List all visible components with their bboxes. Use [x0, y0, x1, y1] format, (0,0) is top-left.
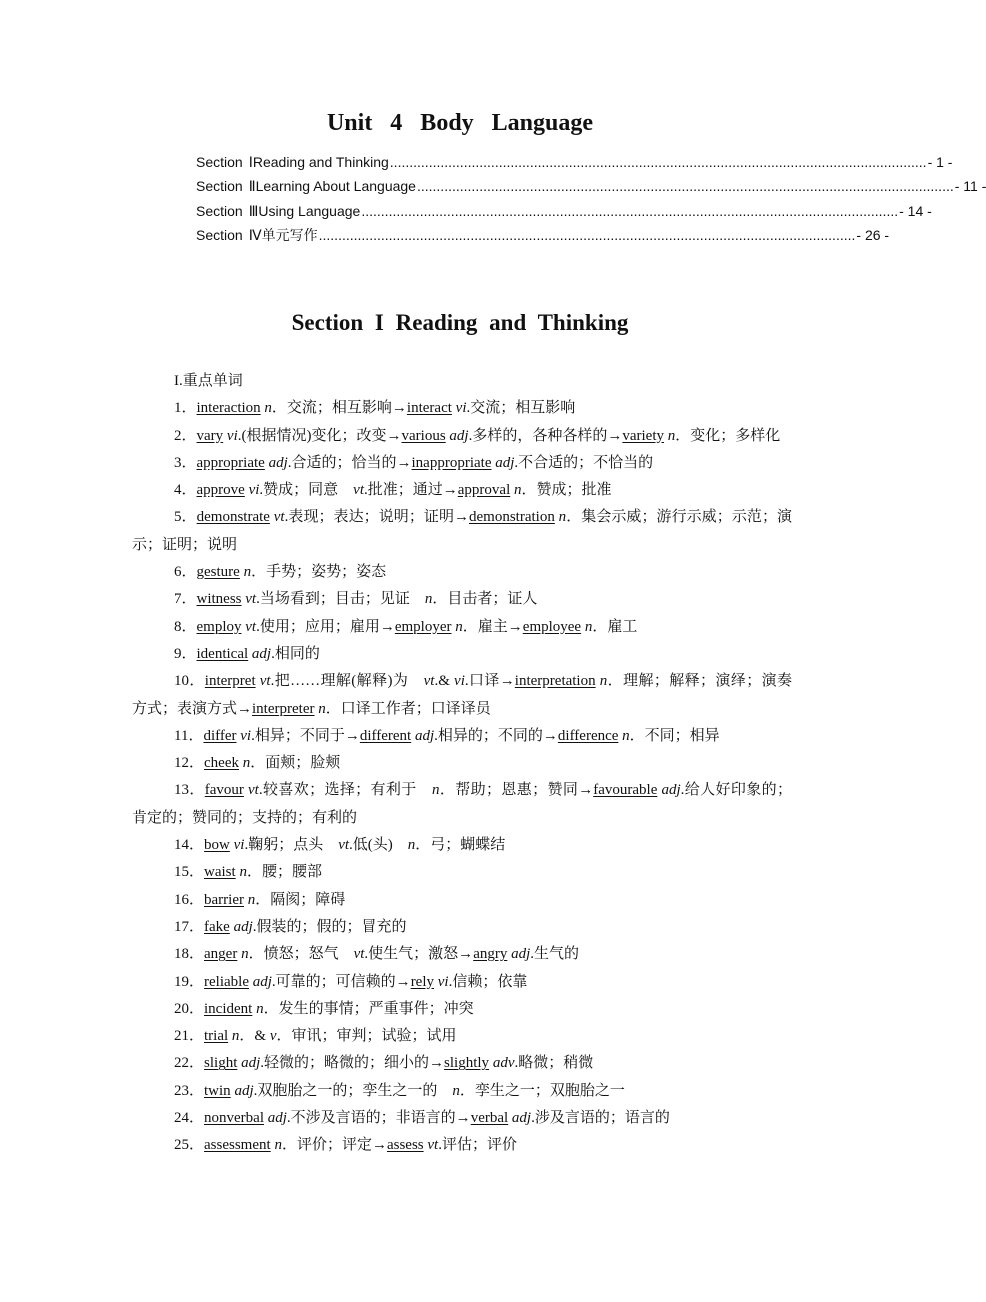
toc-section-number: Ⅰ [248, 154, 253, 170]
vocab-text: .不涉及言语的；非语言的→ [286, 1110, 471, 1127]
vocab-word: various [401, 427, 446, 444]
toc-leader-dots: .......................................................................................................................................... [318, 226, 856, 243]
toc-section-number: Ⅳ [248, 226, 262, 243]
vocab-entry [132, 641, 792, 668]
vocab-text: .表现；表达；说明；证明→ [284, 509, 470, 526]
vocab-text: .使生气；激怒→ [364, 946, 474, 963]
vocab-entry [132, 996, 792, 1023]
vocab-word: favourable [593, 782, 658, 799]
vocab-word: interact [406, 400, 452, 417]
vocab-word: difference [557, 727, 619, 744]
part-of-speech: adj [657, 782, 681, 799]
vocab-text: 20． [174, 1000, 205, 1017]
vocab-text: 22． [174, 1055, 205, 1072]
vocab-text: ．集会示威；游行示威；示范；演示；证明；说明 [132, 509, 792, 553]
vocab-text: 12． [174, 755, 205, 772]
vocab-text: ．交流；相互影响→ [271, 400, 407, 417]
toc-title: Reading and Thinking [252, 154, 389, 170]
vocab-text: .使用；应用；雇用→ [256, 618, 395, 635]
vocab-text: 24． [174, 1110, 205, 1127]
vocab-entry [132, 395, 792, 422]
vocab-entry [132, 723, 792, 750]
vocab-entry [132, 969, 792, 996]
vocab-word: assess [386, 1137, 424, 1154]
vocab-text: 17． [174, 918, 205, 935]
vocab-entry [132, 423, 792, 450]
unit-title: Unit 4 Body Language [326, 110, 594, 136]
vocab-word: cheek [204, 755, 239, 772]
vocab-text: 11． [174, 727, 204, 744]
vocab-entry [132, 1050, 792, 1077]
part-of-speech: n [239, 755, 251, 772]
vocab-text: .双胞胎之一的；孪生之一的 [253, 1082, 453, 1099]
vocab-word: approve [196, 482, 245, 499]
part-of-speech: n [424, 591, 433, 608]
vocab-text: ．隔阂；障碍 [255, 891, 346, 908]
vocab-entry [132, 914, 792, 941]
vocab-text: .合适的；恰当的→ [287, 454, 412, 471]
vocab-entry [132, 477, 792, 504]
vocab-text: 9． [174, 645, 197, 662]
part-of-speech: vt [243, 782, 259, 799]
table-of-contents [196, 150, 986, 247]
vocab-entry [132, 450, 792, 477]
vocab-text: ．发生的事情；严重事件；冲突 [263, 1000, 474, 1017]
vocab-text: ．雇主→ [462, 618, 523, 635]
part-of-speech: adj [508, 1110, 532, 1127]
vocab-entry [132, 777, 792, 832]
vocab-word: slight [204, 1055, 238, 1072]
vocab-text: ．腰；腰部 [246, 864, 322, 881]
vocab-text: 3． [174, 454, 197, 471]
vocab-word: interaction [196, 400, 261, 417]
vocab-text: 13． [174, 782, 205, 799]
vocab-word: variety [622, 427, 665, 444]
part-of-speech: n [270, 1137, 282, 1154]
part-of-speech: vt [338, 837, 350, 854]
vocab-word: verbal [470, 1110, 509, 1127]
toc-entry[interactable] [196, 223, 890, 247]
part-of-speech: vt [423, 673, 435, 690]
vocab-text: 21． [174, 1028, 205, 1045]
vocab-word: vary [196, 427, 224, 444]
vocab-text: .假装的；假的；冒充的 [252, 918, 407, 935]
vocab-text: 2． [174, 427, 197, 444]
vocab-word: favour [204, 782, 244, 799]
part-of-speech: vi [229, 837, 245, 854]
toc-entry[interactable] [196, 199, 932, 223]
toc-page-number: - 14 - [899, 202, 932, 219]
toc-page-number: - 26 - [856, 226, 890, 243]
part-of-speech: adj [491, 454, 515, 471]
vocab-text: 18． [174, 946, 205, 963]
vocab-word: nonverbal [204, 1110, 264, 1127]
vocab-text: ．目击者；证人 [432, 591, 538, 608]
part-of-speech: adj [229, 918, 253, 935]
vocab-word: barrier [204, 891, 244, 908]
vocab-text: .较喜欢；选择；有利于 [258, 782, 433, 799]
vocab-text: .当场看到；目击；见证 [256, 591, 425, 608]
vocab-text: ．赞成；批准 [521, 482, 612, 499]
vocab-word: employer [394, 618, 452, 635]
vocab-word: anger [204, 946, 238, 963]
vocab-text: .批准；通过→ [364, 482, 458, 499]
vocab-text: ．不同；相异 [629, 727, 720, 744]
toc-entry[interactable] [196, 174, 986, 198]
vocab-text: .鞠躬；点头 [244, 837, 339, 854]
part-of-speech: adj [248, 645, 272, 662]
vocab-text: 19． [174, 973, 205, 990]
vocab-text: .略微；稍微 [514, 1055, 594, 1072]
vocab-word: inappropriate [411, 454, 492, 471]
vocab-text: 8． [174, 618, 197, 635]
vocab-entry [132, 750, 792, 777]
part-of-speech: n [432, 782, 440, 799]
vocab-entries [132, 395, 792, 1159]
part-of-speech: vi [244, 482, 260, 499]
vocab-text: .(根据情况)变化；改变→ [237, 427, 402, 444]
part-of-speech: vt [241, 591, 257, 608]
vocab-entry [132, 586, 792, 613]
part-of-speech: n [235, 864, 247, 881]
section-title: Section I Reading and Thinking [291, 310, 629, 335]
part-of-speech: v [269, 1028, 277, 1045]
vocab-entry [132, 1105, 792, 1132]
part-of-speech: n [314, 700, 326, 717]
vocab-word: assessment [204, 1137, 271, 1154]
vocab-text: 15． [174, 864, 205, 881]
part-of-speech: n [554, 509, 567, 526]
part-of-speech: n [237, 946, 249, 963]
vocab-text: ．& [239, 1028, 270, 1045]
vocab-text: 6． [174, 564, 197, 581]
vocab-text: ．孪生之一；双胞胎之一 [459, 1082, 625, 1099]
toc-entry[interactable] [196, 150, 953, 174]
part-of-speech: vi [454, 673, 465, 690]
vocab-text: 14． [174, 837, 205, 854]
vocab-text: 5． [174, 509, 197, 526]
vocab-text: .相同的 [271, 645, 320, 662]
vocab-word: interpretation [514, 673, 596, 690]
part-of-speech: vi [434, 973, 449, 990]
vocab-word: fake [204, 918, 230, 935]
vocab-text: ．手势；姿势；姿态 [251, 564, 387, 581]
vocab-text: 16． [174, 891, 205, 908]
part-of-speech: adj [264, 454, 288, 471]
vocab-entry [132, 614, 792, 641]
part-of-speech: n [451, 618, 463, 635]
part-of-speech: n [595, 673, 608, 690]
vocab-text: ．帮助；恩惠；赞同→ [439, 782, 594, 799]
part-of-speech: vi [236, 727, 252, 744]
vocab-word: reliable [204, 973, 249, 990]
part-of-speech: adj [411, 727, 435, 744]
vocab-entry [132, 559, 792, 586]
toc-section-label: Section [196, 178, 243, 195]
vocab-text: .可靠的；可信赖的→ [271, 973, 411, 990]
part-of-speech: n [252, 1000, 264, 1017]
part-of-speech: n [664, 427, 676, 444]
toc-title: Learning About Language [255, 178, 416, 195]
toc-section-label: Section [196, 154, 243, 170]
vocab-word: gesture [196, 564, 240, 581]
vocab-text: .口译→ [464, 673, 515, 690]
vocab-word: waist [204, 864, 236, 881]
part-of-speech: adj [264, 1110, 287, 1127]
vocab-text: .评估；评价 [438, 1137, 517, 1154]
toc-section-number: Ⅱ [248, 178, 256, 195]
vocab-text: 1． [174, 400, 197, 417]
vocab-text: .交流；相互影响 [466, 400, 576, 417]
toc-section-number: Ⅲ [248, 202, 259, 219]
vocab-text: 23． [174, 1082, 205, 1099]
vocab-text: .把……理解(解释)为 [270, 673, 424, 690]
part-of-speech: adj [237, 1055, 261, 1072]
vocab-entry [132, 941, 792, 968]
vocab-text: .相异；不同于→ [251, 727, 360, 744]
part-of-speech: n [228, 1028, 240, 1045]
vocab-entry [132, 504, 792, 559]
vocab-word: different [359, 727, 412, 744]
part-of-speech: vt [353, 482, 364, 499]
part-of-speech: n [260, 400, 272, 417]
vocab-text: .相异的；不同的→ [434, 727, 558, 744]
vocab-text: .生气的 [530, 946, 580, 963]
vocab-word: demonstrate [196, 509, 270, 526]
part-of-speech: vt [353, 946, 365, 963]
vocab-text: 4． [174, 482, 197, 499]
vocab-word: employ [196, 618, 242, 635]
part-of-speech: n [581, 618, 593, 635]
vocab-entry [132, 859, 792, 886]
vocabulary-list [132, 368, 792, 1160]
toc-title: Using Language [258, 202, 361, 219]
vocab-word: identical [196, 645, 249, 662]
vocab-entry [132, 1132, 792, 1159]
vocab-entry [132, 832, 792, 859]
vocab-text: .给人好印象的；肯定的；赞同的；支持的；有利的 [132, 782, 792, 826]
part-of-speech: adv [489, 1055, 515, 1072]
vocab-word: interpret [204, 673, 256, 690]
part-of-speech: vt [269, 509, 285, 526]
part-of-speech: n [618, 727, 630, 744]
part-of-speech: vi [451, 400, 467, 417]
vocab-word: witness [196, 591, 242, 608]
toc-leader-dots: .......................................................................................................................................... [389, 154, 927, 170]
vocab-text: ．变化；多样化 [675, 427, 781, 444]
vocab-text: ．评价；评定→ [281, 1137, 387, 1154]
toc-section-label: Section [196, 202, 243, 219]
vocab-text: .赞成；同意 [259, 482, 354, 499]
vocab-text: 10． [174, 673, 205, 690]
vocab-text: .多样的，各种各样的→ [468, 427, 623, 444]
vocab-text: ．雇工 [592, 618, 638, 635]
vocab-text: ．愤怒；怒气 [248, 946, 354, 963]
vocab-text: .& [434, 673, 455, 690]
vocab-text: ．口译工作者；口译译员 [325, 700, 491, 717]
vocab-word: angry [473, 946, 508, 963]
vocab-word: slightly [444, 1055, 490, 1072]
part-of-speech: vi [223, 427, 238, 444]
vocab-text: 25． [174, 1137, 205, 1154]
vocab-word: differ [203, 727, 237, 744]
toc-page-number: - 1 - [927, 154, 953, 170]
vocab-word: employee [522, 618, 582, 635]
vocab-text: .不合适的；不恰当的 [514, 454, 654, 471]
vocab-text: ．理解；解释；演绎；演奏方式；表演方式→ [132, 673, 792, 717]
part-of-speech: n [510, 482, 522, 499]
vocab-word: appropriate [196, 454, 265, 471]
vocab-text: .低(头) [349, 837, 408, 854]
vocab-word: rely [410, 973, 435, 990]
vocab-word: twin [204, 1082, 231, 1099]
vocab-text: ．面颊；脸颊 [250, 755, 341, 772]
toc-page-number: - 11 - [954, 178, 986, 195]
vocab-word: demonstration [469, 509, 555, 526]
vocab-entry [132, 1023, 792, 1050]
vocab-text: .涉及言语的；语言的 [531, 1110, 670, 1127]
part-of-speech: n [452, 1082, 460, 1099]
part-of-speech: adj [445, 427, 469, 444]
part-of-speech: vt [255, 673, 271, 690]
toc-title: 单元写作 [261, 226, 318, 243]
vocab-word: bow [204, 837, 230, 854]
vocab-text: ．弓；蝴蝶结 [415, 837, 506, 854]
vocab-text: 7． [174, 591, 197, 608]
toc-leader-dots: .......................................................................................................................................... [416, 178, 954, 195]
part-of-speech: n [243, 891, 256, 908]
vocab-text: ．审讯；审判；试验；试用 [276, 1028, 457, 1045]
vocab-text: .轻微的；略微的；细小的→ [260, 1055, 445, 1072]
part-of-speech: vt [423, 1137, 439, 1154]
part-of-speech: n [239, 564, 252, 581]
vocab-text: .信赖；依靠 [448, 973, 528, 990]
vocab-entry [132, 668, 792, 723]
vocab-word: trial [204, 1028, 229, 1045]
vocab-word: interpreter [252, 700, 315, 717]
vocab-heading: I.重点单词 [174, 373, 243, 389]
vocab-word: approval [457, 482, 511, 499]
part-of-speech: n [407, 837, 416, 854]
vocab-entry [132, 887, 792, 914]
part-of-speech: adj [230, 1082, 254, 1099]
part-of-speech: adj [507, 946, 531, 963]
toc-leader-dots: .......................................................................................................................................... [361, 202, 899, 219]
part-of-speech: adj [249, 973, 272, 990]
vocab-entry [132, 1078, 792, 1105]
toc-section-label: Section [196, 226, 243, 243]
part-of-speech: vt [241, 618, 257, 635]
vocab-word: incident [204, 1000, 253, 1017]
